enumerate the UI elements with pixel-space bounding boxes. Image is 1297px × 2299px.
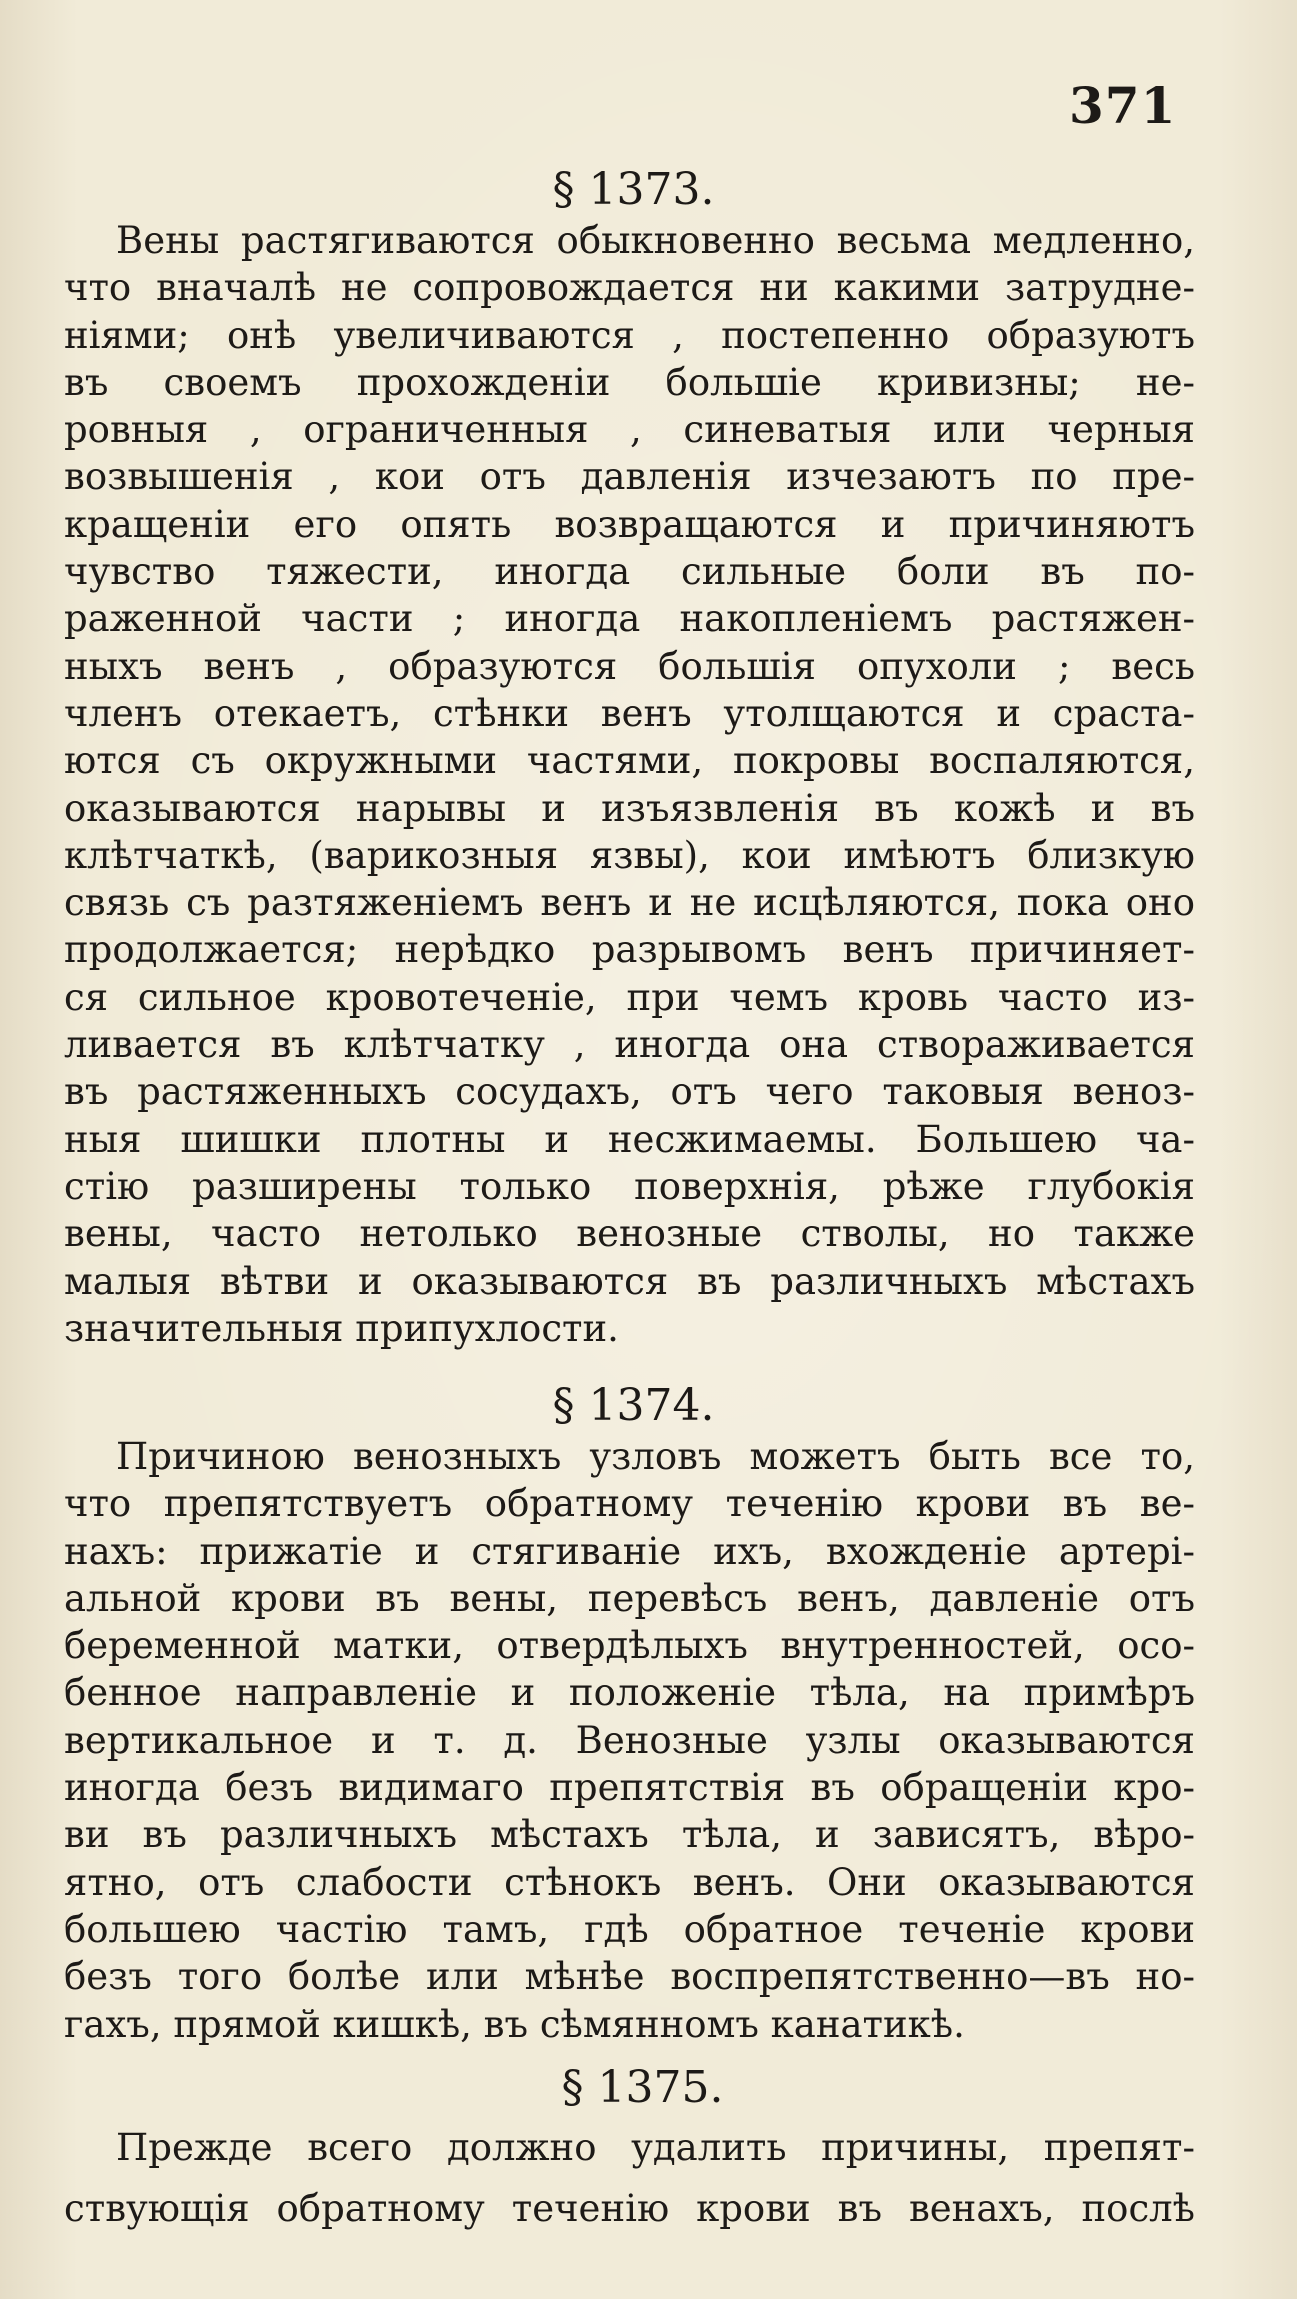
text-line: клѣтчаткѣ, (варикозныя язвы), кои имѣютъ близкую — [64, 833, 1195, 877]
text-line: бенное направленіе и положеніе тѣла, на примѣръ — [64, 1671, 1195, 1715]
text-line: кращеніи его опять возвращаются и причиняютъ — [64, 502, 1195, 546]
text-line: раженной части ; иногда накопленіемъ растяжен- — [64, 597, 1195, 641]
text-line: что вначалѣ не сопровождается ни какими затрудне- — [64, 266, 1195, 310]
text-line: чувство тяжести, иногда сильные боли въ по- — [64, 550, 1195, 594]
text-line: членъ отекаетъ, стѣнки венъ утолщаются и сраста- — [64, 691, 1195, 735]
text-line: малыя вѣтви и оказываются въ различныхъ мѣстахъ — [64, 1259, 1195, 1303]
text-line: въ растяженныхъ сосудахъ, отъ чего таковыя веноз- — [64, 1070, 1195, 1114]
text-line: значительныя припухлости. — [64, 1306, 619, 1350]
text-line: ви въ различныхъ мѣстахъ тѣла, и зависятъ, вѣро- — [64, 1813, 1195, 1857]
text-line: Причиною венозныхъ узловъ можетъ быть все то, — [116, 1435, 1195, 1478]
text-line: большею частію тамъ, гдѣ обратное теченіе крови — [64, 1907, 1195, 1951]
page-number: 371 — [1069, 76, 1177, 135]
text-line: стію разширены только поверхнія, рѣже глубокія — [64, 1164, 1195, 1208]
text-line: ствующія обратному теченію крови въ венахъ, послѣ — [64, 2187, 1195, 2230]
text-line: вертикальное и т. д. Венозные узлы оказываются — [64, 1718, 1195, 1762]
text-line: въ своемъ прохожденіи большіе кривизны; не- — [64, 360, 1195, 404]
text-line: ныя шишки плотны и несжимаемы. Большею ча- — [64, 1117, 1195, 1161]
text-line: оказываются нарывы и изъязвленія въ кожѣ и въ — [64, 786, 1195, 830]
paragraph — [64, 1433, 1195, 2048]
text-line: ніями; онѣ увеличиваются , постепенно образуютъ — [64, 313, 1195, 357]
text-line: связь съ разтяженіемъ венъ и не исцѣляются, пока оно — [64, 881, 1195, 925]
text-line: гахъ, прямой кишкѣ, въ сѣмянномъ канатикѣ. — [64, 2002, 965, 2046]
section-heading: § 1375. — [561, 2062, 724, 2113]
text-line: ся сильное кровотеченіе, при чемъ кровь часто из- — [64, 975, 1195, 1019]
text-line: что препятствуетъ обратному теченію крови въ ве- — [64, 1482, 1195, 1526]
text-line: ятно, отъ слабости стѣнокъ венъ. Они оказываются — [64, 1860, 1195, 1904]
section-heading: § 1374. — [552, 1380, 715, 1431]
text-line: продолжается; нерѣдко разрывомъ венъ причиняет- — [64, 928, 1195, 972]
text-line: возвышенія , кои отъ давленія изчезаютъ по пре- — [64, 455, 1195, 499]
text-line: ливается въ клѣтчатку , иногда она створаживается — [64, 1023, 1195, 1067]
section-heading: § 1373. — [552, 164, 715, 215]
text-line: ются съ окружными частями, покровы воспаляются, — [64, 739, 1195, 783]
text-line: ныхъ венъ , образуются большія опухоли ; весь — [64, 644, 1195, 688]
text-line: альной крови въ вены, перевѣсъ венъ, давленіе отъ — [64, 1576, 1195, 1620]
text-line: безъ того болѣе или мѣнѣе воспрепятственно—въ но- — [64, 1955, 1195, 1999]
paragraph — [64, 217, 1195, 1352]
text-line: Вены растягиваются обыкновенно весьма медленно, — [116, 219, 1195, 262]
text-line: Прежде всего должно удалить причины, препят- — [116, 2126, 1195, 2169]
text-line: вены, часто нетолько венозные стволы, но также — [64, 1212, 1195, 1256]
paragraph — [64, 2117, 1195, 2239]
text-line: ровныя , ограниченныя , синеватыя или черныя — [64, 408, 1195, 452]
text-line: иногда безъ видимаго препятствія въ обращеніи кро- — [64, 1766, 1195, 1810]
text-line: нахъ: прижатіе и стягиваніе ихъ, вхожденіе артері- — [64, 1529, 1195, 1573]
text-line: беременной матки, отвердѣлыхъ внутренностей, осо- — [64, 1624, 1195, 1668]
